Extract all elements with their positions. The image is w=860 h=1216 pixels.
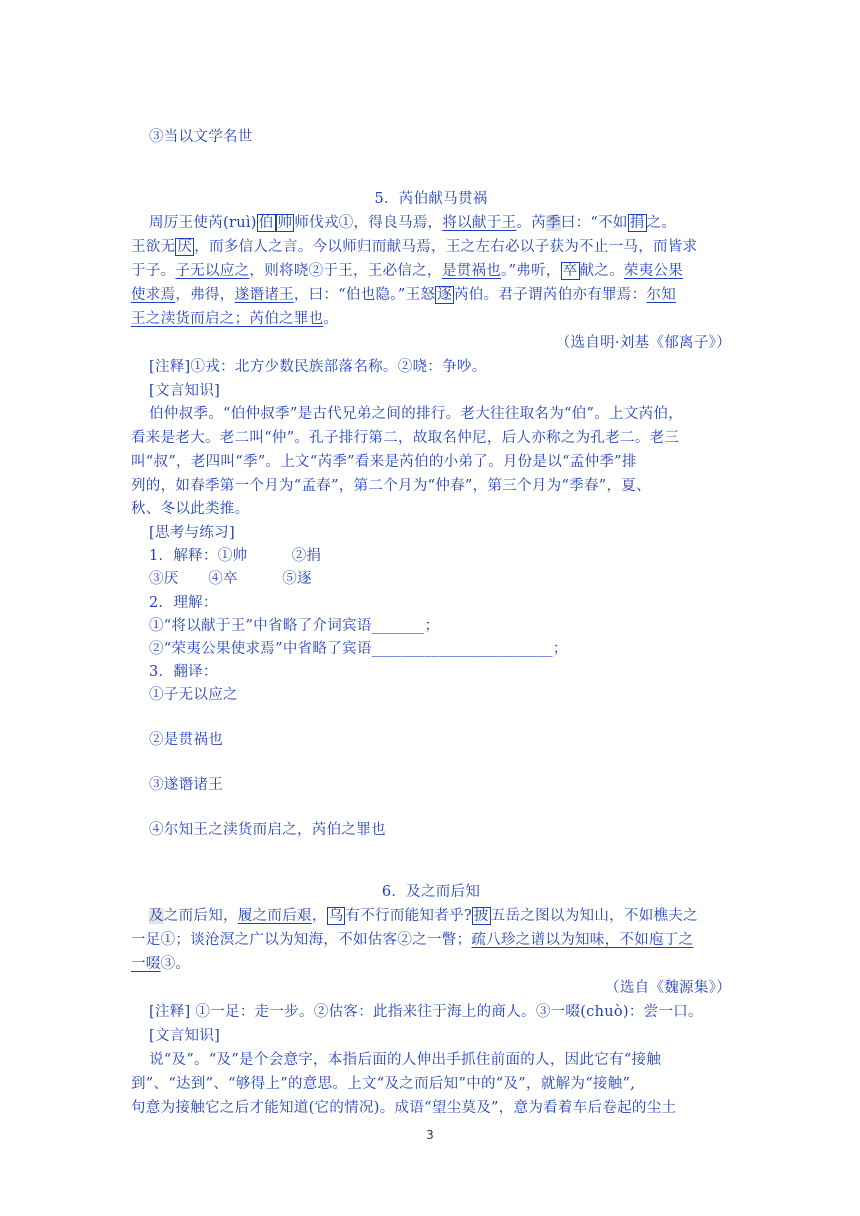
text: 有不行而能知者乎? [345,908,472,924]
s5-question-2a: ①“将以献于王”中省略了介词宾语_______； [149,618,440,634]
s5-annotation: [注释]①戎：北方少数民族部落名称。②哓：争吵。 [149,359,487,375]
boxed-word-pi: 披 [473,908,489,924]
text: 献之。 [579,263,624,279]
boxed-word-zhu: 逐 [437,287,452,303]
s6-passage-line-1 [149,905,749,927]
section-6-title: 6．及之而后知 [381,884,481,900]
s5-passage-line-3 [131,260,731,282]
text: ， [311,908,327,924]
text: 。”弗听， [501,263,561,279]
text: 王欲无 [131,239,176,255]
section-5-title: 5．芮伯献马贯祸 [374,191,488,207]
underlined-phrase: 疏八珍之谱以为知味，不如庖丁之 [471,932,694,948]
underlined-phrase: 子无以应之 [175,263,250,279]
text: 。 [323,311,339,327]
s5-passage-line-5 [131,308,731,330]
underlined-phrase: 尔知 [646,287,677,303]
s5-knowledge-line-3: 叫“叔”，老四叫“季”。上文“芮季”看来是芮伯的小弟了。月份是以“孟仲季”排 [131,454,637,470]
text: ，弗得， [175,287,235,303]
underlined-phrase: 荣夷公果 [623,263,684,279]
s5-question-3: 3．翻译： [149,664,218,680]
text: 之。 [646,215,677,231]
boxed-word-juan: 捐 [629,215,645,231]
s6-knowledge-label: [文言知识] [149,1028,221,1044]
underlined-phrase: 使求焉 [131,287,176,303]
underlined-phrase: 是贯祸也 [441,263,502,279]
text: 于子。 [131,263,176,279]
s5-passage-line-4 [131,284,731,306]
text: 曰：“不如 [560,215,628,231]
previous-answer-item: ③当以文学名世 [149,129,253,145]
underlined-phrase: 将以献于王 [442,215,517,231]
s5-translate-4: ④尔知王之渎货而启之，芮伯之罪也 [149,822,386,838]
s6-source: （选自《魏源集》） [605,980,731,996]
s5-exercise-label: [思考与练习] [149,525,235,541]
s6-annotation: [注释] ①一足：走一步。②估客：此指来往于海上的商人。③一啜(chuò)：尝一口。 [149,1004,703,1020]
underlined-phrase: 遂谮诸王 [234,287,294,303]
underlined-phrase: 一啜 [131,956,161,972]
s5-source: （选自明·刘基《郁离子》） [555,335,731,351]
text: ③。 [160,956,191,972]
underlined-phrase: 王之渎货而启之；芮伯之罪也 [131,311,324,327]
text: 师伐戎①，得良马焉， [294,215,443,231]
boxed-word-wu: 乌 [328,908,344,924]
s6-knowledge-line-1: 说“及”。“及”是个会意字，本指后面的人伸出手抓住前面的人，因此它有“接触 [149,1052,662,1068]
s6-knowledge-line-3: 句意为接触它之后才能知道(它的情况)。成语“望尘莫及”，意为看着车后卷起的尘土 [131,1100,677,1116]
s5-knowledge-label: [文言知识] [149,383,221,399]
text: 芮伯。君子谓芮伯亦有罪焉： [454,287,647,303]
s5-question-1b: ③厌 ④卒 ⑤逐 [149,571,312,587]
s5-question-1: 1．解释：①帅 ②捐 [149,548,322,564]
s5-question-2b: ②“荣夷公果使求焉”中省略了宾语________________________； [149,641,568,657]
s6-knowledge-line-2: 到”、“达到”、“够得上”的意思。上文“及之而后知”中的“及”，就解为“接触”, [131,1076,636,1092]
boxed-word-yan: 厌 [177,239,193,255]
text: ，则将哓②于王，王必信之， [249,263,442,279]
boxed-word-shuai: 帅 [277,215,293,231]
text: ，而多信人之言。今以师归而献马焉，王之左右必以子获为不止一马，而皆求 [194,239,698,255]
text: 。芮 [516,215,546,231]
s5-knowledge-line-1: 伯仲叔季。“伯仲叔季”是古代兄弟之间的排行。老大往往取名为“伯”。上文芮伯， [149,406,684,422]
highlighted-word: 季 [545,215,561,231]
s5-knowledge-line-4: 列的，如春季第一个月为“孟春”，第二个月为“仲春”，第三个月为“季春”，夏、 [131,478,651,494]
text: 一足①；谈沧溟之广以为知海，不如估客②之一瞥； [131,932,472,948]
s5-translate-3: ③遂谮诸王 [149,777,223,793]
text: 五岳之图以为知山，不如樵夫之 [490,908,698,924]
boxed-word-bo: 伯 [258,215,274,231]
s5-translate-1: ①子无以应之 [149,687,238,703]
s5-knowledge-line-5: 秋、冬以此类推。 [131,501,250,517]
text: 之而后知， [163,908,238,924]
s6-passage-line-3 [131,953,731,975]
text: 周厉王使芮(ruì) [149,215,257,231]
s5-translate-2: ②是贯祸也 [149,732,223,748]
page-number: 3 [426,1128,434,1142]
underlined-phrase: 履之而后艰 [237,908,312,924]
boxed-word-zu: 卒 [562,263,578,279]
s5-question-2: 2．理解： [149,595,218,611]
s5-passage-line-2 [131,236,731,258]
s6-passage-line-2 [131,929,731,951]
text: ，曰：“伯也隐。”王怒 [293,287,436,303]
s5-passage-line-1 [149,212,749,234]
highlighted-word: 及 [149,908,164,924]
s5-knowledge-line-2: 看来是老大。老二叫“仲”。孔子排行第二，故取名仲尼，后人亦称之为孔老二。老三 [131,430,680,446]
